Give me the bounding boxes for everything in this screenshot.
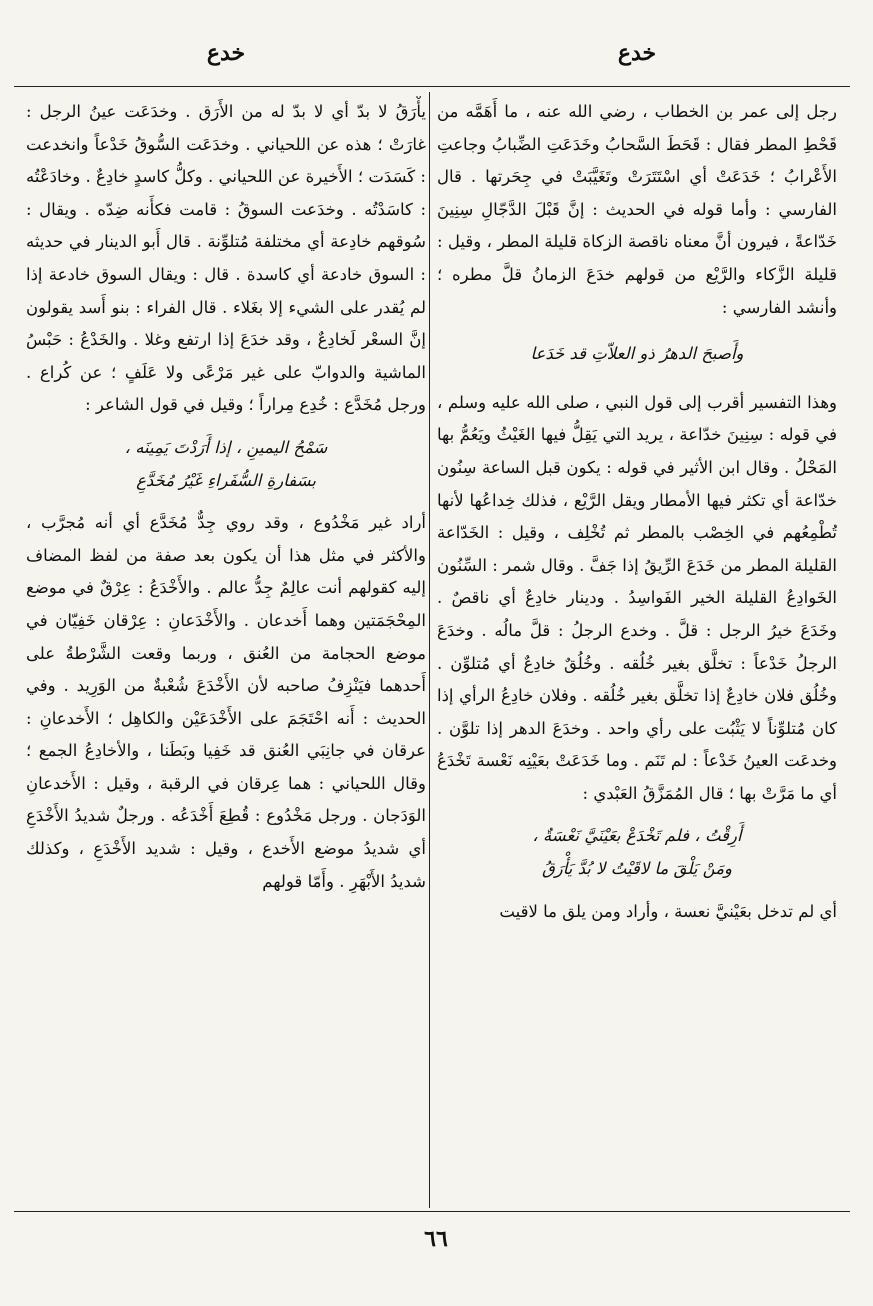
top-rule bbox=[14, 86, 850, 87]
left-column bbox=[26, 96, 426, 1206]
verse-hemistich: سَمْحُ اليمينِ ، إذا أَرَدْتَ يَمِينَه ، bbox=[124, 437, 328, 457]
page-number: ٦٦ bbox=[424, 1226, 448, 1252]
paragraph: رجل إلى عمر بن الخطاب ، رضي الله عنه ، ما أَهَمَّه من قَحْطِ المطر فقال : قَحَطَ السَّحابُ وخَدَعَتِ الضِّبابُ وجاعتِ الأَعْرابُ ؛ خَدَعَتْ أي اسْتَتَرَتْ وتَغَيَّبَتْ في جِحَرتها . قال الفارسي : وأما قوله في الحديث : إنَّ قَبْلَ الدَّجّالِ سِنِينَ خَدّاعةً ، فيرون أنَّ معناه ناقصة الزكاة قليلة المطر ، وقيل : قليلة الزَّكاء والرَّيْع من قولهم خدَعَ الزمانُ قلَّ مطره ؛ وأنشد الفارسي : bbox=[437, 102, 837, 317]
right-column-header: خدع bbox=[617, 40, 657, 66]
right-column bbox=[437, 96, 837, 1206]
verse-couplet bbox=[437, 820, 837, 885]
paragraph: يأْرَقُ لا بدّ أي لا بدّ له من الأَرَق . وخدَعَت عينُ الرجل : غارَتْ ؛ هذه عن اللحياني . وخدَعَت السُّوقُ خَدْعاً وانخدعت : كَسَدَت ؛ الأَخيرة عن اللحياني . وكلُّ كاسدٍ خادِعٌ . وخادَعْتُه : كاسَدْتُه . وخدَعت السوقُ : قامت فكأَنه ضِدّه . ويقال : سُوقهم خادِعة أي مختلفة مُتلوِّنة . قال أَبو الدينار في حديثه : السوق خادعة أي كاسدة . قال : ويقال السوق خادعة إذا لم يُقدر على الشيء إلا بغَلاء . قال الفراء : بنو أَسد يقولون إنَّ السعْر لَخادِعٌ ، وقد خدَعَ إذا ارتفع وغلا . والخَدْعُ : حَبْسُ الماشية والدوابّ على غير مَرْعًى ولا عَلَفٍ ؛ عن كُراع . ورجل مُخَدَّع : خُدِع مِراراً ؛ وقيل في قول الشاعر : bbox=[26, 102, 426, 415]
verse-couplet bbox=[26, 432, 426, 497]
verse-line: وأَصبحَ الدهرُ ذو العلاّتِ قد خَدَعا bbox=[530, 344, 744, 364]
verse-hemistich: أَرِقْتُ ، فلم تَخْدَعْ بعَيْنَيَّ نَعْسَةٌ ، bbox=[532, 826, 742, 846]
paragraph: وهذا التفسير أقرب إلى قول النبي ، صلى الله عليه وسلم ، في قوله : سِنِينَ خدّاعة ، يريد التي يَقِلُّ فيها الغَيْثُ ويَعُمُّ بها المَحْلُ . وقال ابن الأثير في قوله : يكون قبل الساعة سِنُون خدّاعة أي تكثر فيها الأمطار ويقل الرَّيْع ، فذلك خِداعُها لأنها تُطْمِعُهم في الخِصْب بالمطر ثم تُخْلِف ، وقيل : الخَدّاعة القليلة المطر من خَدَعَ الرِّيقُ إذا جَفَّ . وقال شمر : السِّنُون الخَوادِعُ القليلة الخير الفَواسِدُ . ودينار خادِعٌ أي ناقصٌ . وخَدَعَ خيرُ الرجل : قلَّ . وخدع الرجلُ : قلَّ مالُه . وخدَعَ الرجلُ خَدْعاً : تخلَّق بغير خُلُقه . وخُلُقٌ خادِعٌ أي مُتلوِّن . وخُلُق فلان خادِعٌ إذا تخلَّق بغير خُلُقه . وفلان خادِعُ الرأي إذا كان مُتلوِّناً لا يَثْبُت على رأي واحد . وخدَعَ الدهر إذا تلوَّن . وخدعَت العينُ خَدْعاً : لم تَنَم . وما خَدَعَتْ بعَيْنِه نَعْسة تَخْدَعُ أي ما مَرَّتْ بها ؛ قال المُمَزَّقُ العَبْدي : bbox=[437, 392, 837, 803]
left-column-header: خدع bbox=[206, 40, 246, 66]
paragraph: أراد غير مَخْدُوع ، وقد روي جِدٌّ مُخَدَّع أي أنه مُجرَّب ، والأكثر في مثل هذا أن يكون بعد صفة من لفظ المضاف إليه كقولهم أنت عالِمٌ جِدُّ عالم . والأَخْدَعُ : عِرْقٌ في موضع المِحْجَمَتين وهما أَخدعان . والأَخْدَعانِ : عِرْقان خَفِيّان في موضع الحجامة من العُنق ، وربما وقعت الشَّرْطةُ على أَحدهما فيَنْزِفُ صاحبه لأن الأَخْدَعَ شُعْبةٌ من الوَرِيد . وفي الحديث : أَنه احْتَجَمَ على الأَخْدَعَيْن والكاهِل ؛ الأَخدعانِ : عرقان في جانِبَي العُنق قد خَفِيا وبَطَنا ، والأخادِعُ الجمع ؛ وقال اللحياني : هما عِرقان في الرقبة ، وقيل : الأَخدعانِ الوَدَجان . ورجل مَخْدُوع : قُطِعَ أَخْدَعُه . ورجلٌ شديدُ الأَخْدَعِ أي شديدُ موضع الأَخدع ، وقيل : شديد الأَخْدَعِ ، وكذلك شديدُ الأَبْهَرِ . وأَمّا قولهم bbox=[26, 513, 426, 891]
verse-hemistich: ومَنْ يَلْقَ ما لاقَيْتُ لا بُدَّ يَأْرَقُ bbox=[541, 859, 733, 879]
bottom-rule bbox=[14, 1211, 850, 1212]
column-divider bbox=[429, 92, 430, 1208]
verse-hemistich: بسَفارةِ السُّفَراءِ غَيْرُ مُخَدَّعِ bbox=[136, 470, 316, 490]
paragraph: أي لم تدخل بعَيْنيَّ نعسة ، وأراد ومن يلق ما لاقيت bbox=[499, 901, 837, 921]
